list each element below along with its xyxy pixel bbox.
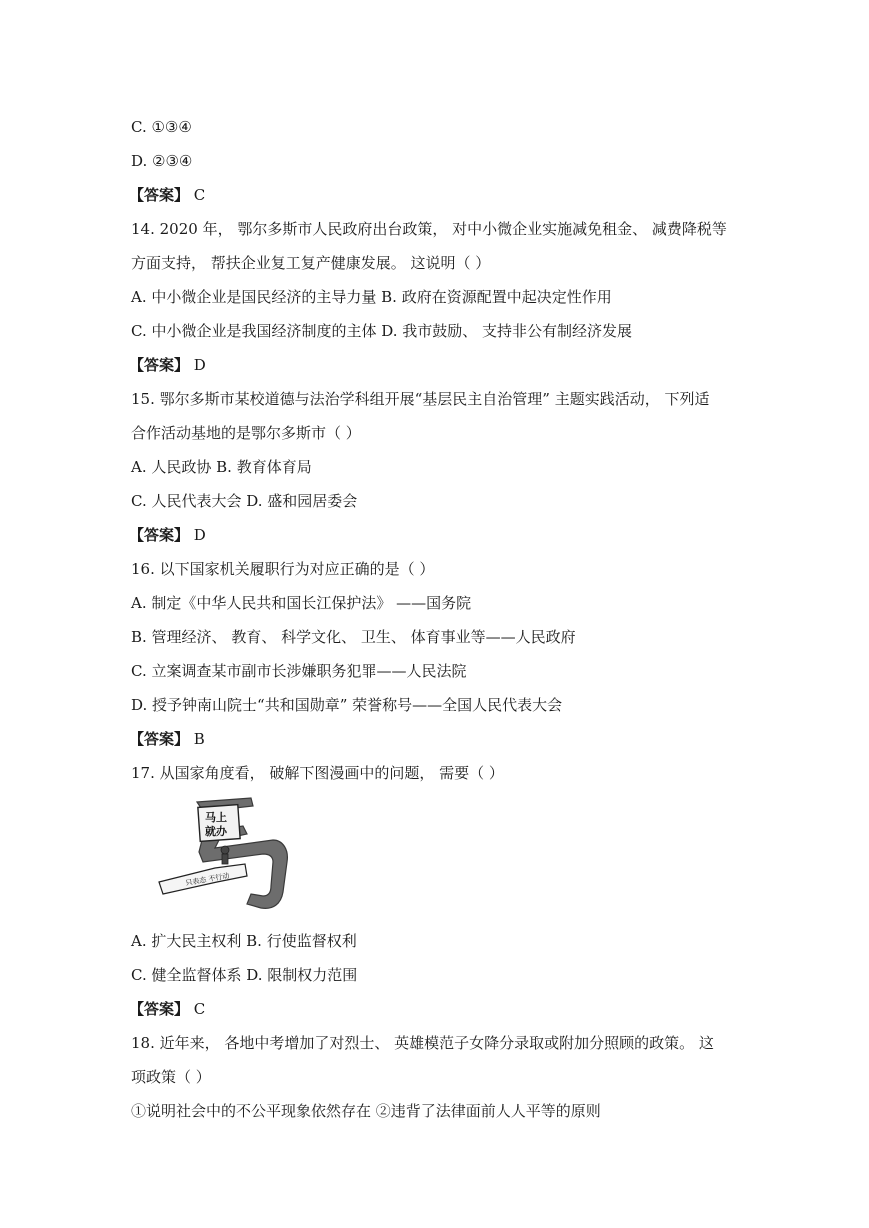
q16-option-d: D. 授予钟南山院士“共和国勋章” 荣誉称号——全国人民代表大会 xyxy=(131,696,563,714)
answer-tag: 【答案】 xyxy=(129,1000,190,1018)
q17-stem: 17. 从国家角度看， 破解下图漫画中的问题， 需要（ ） xyxy=(131,764,504,782)
q14-options-ab: A. 中小微企业是国民经济的主导力量 B. 政府在资源配置中起决定性作用 xyxy=(131,288,612,306)
q16-option-c: C. 立案调查某市副市长涉嫌职务犯罪——人民法院 xyxy=(131,662,467,680)
q17-options-ab: A. 扩大民主权利 B. 行使监督权利 xyxy=(131,932,357,950)
answer-value: D xyxy=(193,526,206,544)
q15-options-ab: A. 人民政协 B. 教育体育局 xyxy=(131,458,312,476)
q15-options-cd: C. 人民代表大会 D. 盛和园居委会 xyxy=(131,492,358,510)
q14-stem-line1: 14. 2020 年， 鄂尔多斯市人民政府出台政策， 对中小微企业实施减免租金、 减费降税等 xyxy=(131,220,727,238)
answer-value: B xyxy=(193,730,205,748)
q13-option-d: D. ②③④ xyxy=(131,152,193,170)
q14-answer xyxy=(129,348,741,382)
comic-horse-character xyxy=(155,796,295,914)
q14-stem-line2: 方面支持， 帮扶企业复工复产健康发展。 这说明（ ） xyxy=(131,254,491,272)
answer-tag: 【答案】 xyxy=(129,526,190,544)
q13-answer xyxy=(129,178,741,212)
comic-banner xyxy=(159,864,247,894)
q18-options-12: ①说明社会中的不公平现象依然存在 ②违背了法律面前人人平等的原则 xyxy=(131,1102,601,1120)
q16-answer xyxy=(129,722,741,756)
q18-stem-line2: 项政策（ ） xyxy=(131,1068,211,1086)
answer-tag: 【答案】 xyxy=(129,730,190,748)
comic-sign-text-b: 就办 xyxy=(205,825,227,838)
q15-stem-line2: 合作活动基地的是鄂尔多斯市（ ） xyxy=(131,424,361,442)
q15-answer xyxy=(129,518,741,552)
q13-option-c: C. ①③④ xyxy=(131,118,192,136)
q16-stem: 16. 以下国家机关履职行为对应正确的是（ ） xyxy=(131,560,435,578)
answer-tag: 【答案】 xyxy=(129,186,190,204)
comic-figure xyxy=(221,846,229,864)
comic-image xyxy=(155,796,741,914)
q16-option-b: B. 管理经济、 教育、 科学文化、 卫生、 体育事业等——人民政府 xyxy=(131,628,576,646)
comic-sign xyxy=(198,805,240,842)
answer-value: C xyxy=(193,1000,206,1018)
q14-options-cd: C. 中小微企业是我国经济制度的主体 D. 我市鼓励、 支持非公有制经济发展 xyxy=(131,322,633,340)
q17-answer xyxy=(129,992,741,1026)
answer-tag: 【答案】 xyxy=(129,356,190,374)
q17-options-cd: C. 健全监督体系 D. 限制权力范围 xyxy=(131,966,358,984)
document-page xyxy=(131,110,741,1128)
q18-stem-line1: 18. 近年来， 各地中考增加了对烈士、 英雄模范子女降分录取或附加分照顾的政策。 这 xyxy=(131,1034,714,1052)
q16-option-a: A. 制定《中华人民共和国长江保护法》 ——国务院 xyxy=(131,594,472,612)
answer-value: C xyxy=(193,186,206,204)
comic-sign-text-a: 马上 xyxy=(205,811,227,824)
comic-banner-text: 只表态 不行动 xyxy=(184,871,230,888)
answer-value: D xyxy=(193,356,206,374)
q15-stem-line1: 15. 鄂尔多斯市某校道德与法治学科组开展“基层民主自治管理” 主题实践活动， 下列适 xyxy=(131,390,710,408)
